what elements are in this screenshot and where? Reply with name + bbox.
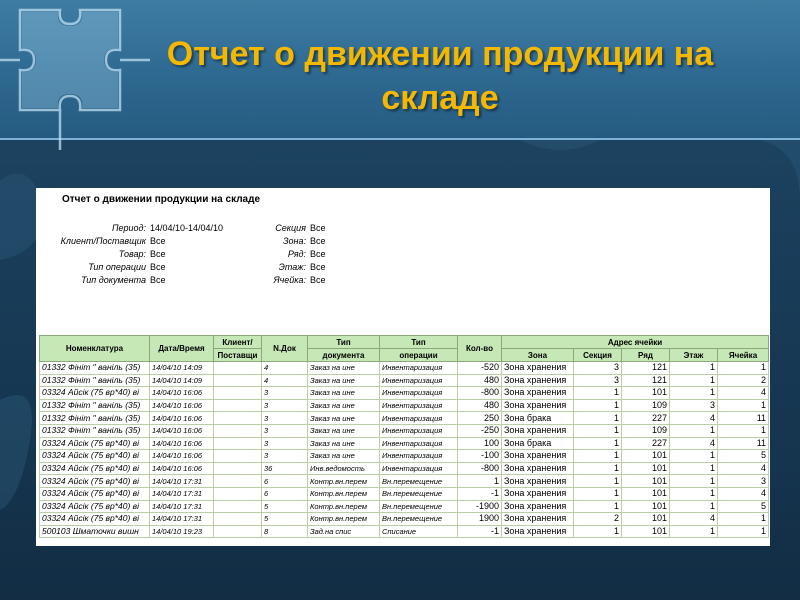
param-period bbox=[46, 222, 223, 235]
cell-row: 101 bbox=[622, 487, 670, 500]
cell-doctype: Контр.вн.перем bbox=[308, 487, 380, 500]
param-section bbox=[246, 222, 326, 235]
col-header-nomenclature: Номенклатура bbox=[40, 336, 150, 362]
cell-nomenclature: 03324 Айсік (75 вр*40) ві bbox=[40, 462, 150, 475]
cell-optype: Вн.перемещение bbox=[380, 487, 458, 500]
cell-zone: Зона хранения bbox=[502, 462, 574, 475]
cell-datetime: 14/04/10 16:06 bbox=[150, 450, 214, 463]
cell-floor: 1 bbox=[670, 500, 718, 513]
cell-zone: Зона брака bbox=[502, 412, 574, 425]
cell-qty: -100 bbox=[458, 450, 502, 463]
cell-nomenclature: 03324 Айсік (75 вр*40) ві bbox=[40, 513, 150, 526]
cell-row: 109 bbox=[622, 424, 670, 437]
cell-zone: Зона хранения bbox=[502, 362, 574, 375]
cell-doctype: Заказ на ине bbox=[308, 450, 380, 463]
cell-optype: Инвентаризация bbox=[380, 424, 458, 437]
cell-nomenclature: 03324 Айсік (75 вр*40) ві bbox=[40, 437, 150, 450]
cell-doctype: Инв.ведомость bbox=[308, 462, 380, 475]
cell-ndoc: 3 bbox=[262, 399, 308, 412]
cell-nomenclature: 500103 Шматочки вишн bbox=[40, 525, 150, 538]
cell-floor: 4 bbox=[670, 412, 718, 425]
cell-nomenclature: 03324 Айсік (75 вр*40) ві bbox=[40, 487, 150, 500]
cell-ndoc: 5 bbox=[262, 513, 308, 526]
cell-section: 1 bbox=[574, 462, 622, 475]
cell-optype: Вн.перемещение bbox=[380, 513, 458, 526]
col-header-address: Адрес ячейки bbox=[502, 336, 769, 349]
cell-section: 1 bbox=[574, 412, 622, 425]
cell-client bbox=[214, 437, 262, 450]
col-header-ndoc: N.Док bbox=[262, 336, 308, 362]
param-label: Ряд: bbox=[287, 249, 306, 259]
cell-qty: 1900 bbox=[458, 513, 502, 526]
cell-nomenclature: 01332 Фініт " ваніль (35) bbox=[40, 412, 150, 425]
cell-optype: Вн.перемещение bbox=[380, 500, 458, 513]
param-value: Все bbox=[310, 275, 326, 285]
cell-nomenclature: 03324 Айсік (75 вр*40) ві bbox=[40, 475, 150, 488]
cell-nomenclature: 01332 Фініт " ваніль (35) bbox=[40, 399, 150, 412]
cell-client bbox=[214, 399, 262, 412]
param-label: Этаж: bbox=[278, 262, 306, 272]
cell-cell: 3 bbox=[718, 475, 769, 488]
cell-zone: Зона хранения bbox=[502, 399, 574, 412]
col-header-client-2: Поставщи bbox=[214, 349, 262, 362]
cell-optype: Инвентаризация bbox=[380, 450, 458, 463]
cell-floor: 1 bbox=[670, 462, 718, 475]
cell-qty: -520 bbox=[458, 362, 502, 375]
cell-qty: 250 bbox=[458, 412, 502, 425]
col-header-optype-1: Тип bbox=[380, 336, 458, 349]
cell-optype: Инвентаризация bbox=[380, 387, 458, 400]
cell-client bbox=[214, 462, 262, 475]
param-operation-type bbox=[46, 261, 223, 274]
table-row bbox=[40, 374, 769, 387]
cell-client bbox=[214, 362, 262, 375]
param-label: Тип документа bbox=[81, 275, 146, 285]
cell-ndoc: 5 bbox=[262, 500, 308, 513]
param-value: Все bbox=[310, 249, 326, 259]
cell-cell: 1 bbox=[718, 362, 769, 375]
table-row bbox=[40, 387, 769, 400]
cell-cell: 1 bbox=[718, 399, 769, 412]
movement-table bbox=[39, 335, 769, 538]
cell-floor: 1 bbox=[670, 424, 718, 437]
cell-section: 3 bbox=[574, 362, 622, 375]
cell-qty: -800 bbox=[458, 462, 502, 475]
col-header-floor: Этаж bbox=[670, 349, 718, 362]
cell-floor: 1 bbox=[670, 487, 718, 500]
cell-cell: 1 bbox=[718, 513, 769, 526]
cell-floor: 1 bbox=[670, 374, 718, 387]
param-zone bbox=[246, 235, 326, 248]
cell-row: 227 bbox=[622, 437, 670, 450]
cell-optype: Инвентаризация bbox=[380, 412, 458, 425]
cell-ndoc: 6 bbox=[262, 487, 308, 500]
cell-row: 227 bbox=[622, 412, 670, 425]
cell-optype: Инвентаризация bbox=[380, 362, 458, 375]
cell-doctype: Заказ на ине bbox=[308, 399, 380, 412]
cell-row: 101 bbox=[622, 525, 670, 538]
cell-nomenclature: 01332 Фініт " ваніль (35) bbox=[40, 424, 150, 437]
table-row bbox=[40, 362, 769, 375]
cell-ndoc: 8 bbox=[262, 525, 308, 538]
cell-floor: 4 bbox=[670, 513, 718, 526]
cell-qty: 480 bbox=[458, 399, 502, 412]
cell-section: 1 bbox=[574, 399, 622, 412]
cell-zone: Зона хранения bbox=[502, 450, 574, 463]
cell-zone: Зона хранения bbox=[502, 475, 574, 488]
cell-qty: 100 bbox=[458, 437, 502, 450]
cell-cell: 4 bbox=[718, 462, 769, 475]
cell-optype: Инвентаризация bbox=[380, 399, 458, 412]
cell-ndoc: 3 bbox=[262, 424, 308, 437]
cell-client bbox=[214, 500, 262, 513]
col-header-cell: Ячейка bbox=[718, 349, 769, 362]
cell-zone: Зона хранения bbox=[502, 500, 574, 513]
cell-row: 109 bbox=[622, 399, 670, 412]
cell-row: 121 bbox=[622, 362, 670, 375]
param-label: Зона: bbox=[283, 236, 306, 246]
cell-cell: 5 bbox=[718, 500, 769, 513]
cell-zone: Зона хранения bbox=[502, 513, 574, 526]
cell-datetime: 14/04/10 16:06 bbox=[150, 387, 214, 400]
cell-floor: 1 bbox=[670, 387, 718, 400]
cell-row: 101 bbox=[622, 450, 670, 463]
cell-ndoc: 3 bbox=[262, 412, 308, 425]
param-client bbox=[46, 235, 223, 248]
cell-row: 101 bbox=[622, 475, 670, 488]
cell-qty: 1 bbox=[458, 475, 502, 488]
table-row bbox=[40, 437, 769, 450]
cell-cell: 5 bbox=[718, 450, 769, 463]
cell-row: 101 bbox=[622, 513, 670, 526]
cell-client bbox=[214, 525, 262, 538]
param-label: Секция bbox=[275, 223, 306, 233]
cell-datetime: 14/04/10 16:06 bbox=[150, 424, 214, 437]
cell-nomenclature: 01332 Фініт " ваніль (35) bbox=[40, 362, 150, 375]
cell-floor: 3 bbox=[670, 399, 718, 412]
cell-zone: Зона хранения bbox=[502, 487, 574, 500]
col-header-section: Секция bbox=[574, 349, 622, 362]
table-row bbox=[40, 462, 769, 475]
report-title: Отчет о движении продукции на складе bbox=[62, 194, 261, 205]
cell-doctype: Заказ на ине bbox=[308, 424, 380, 437]
cell-doctype: Заказ на ине bbox=[308, 387, 380, 400]
report-params-right bbox=[246, 222, 326, 287]
param-value: Все bbox=[150, 275, 166, 285]
table-row bbox=[40, 450, 769, 463]
cell-ndoc: 6 bbox=[262, 475, 308, 488]
cell-datetime: 14/04/10 16:06 bbox=[150, 399, 214, 412]
cell-qty: -1900 bbox=[458, 500, 502, 513]
param-value: Все bbox=[150, 249, 166, 259]
cell-client bbox=[214, 450, 262, 463]
param-document-type bbox=[46, 274, 223, 287]
cell-floor: 1 bbox=[670, 525, 718, 538]
table-row bbox=[40, 475, 769, 488]
param-label: Товар: bbox=[118, 249, 146, 259]
cell-nomenclature: 01332 Фініт " ваніль (35) bbox=[40, 374, 150, 387]
table-row bbox=[40, 513, 769, 526]
param-label: Ячейка: bbox=[273, 275, 306, 285]
cell-qty: -1 bbox=[458, 525, 502, 538]
cell-floor: 1 bbox=[670, 475, 718, 488]
param-cell bbox=[246, 274, 326, 287]
cell-datetime: 14/04/10 17:31 bbox=[150, 500, 214, 513]
cell-zone: Зона хранения bbox=[502, 374, 574, 387]
slide-title-line-1: Отчет о движении продукции на bbox=[166, 35, 714, 73]
cell-doctype: Контр.вн.перем bbox=[308, 475, 380, 488]
col-header-doctype-1: Тип bbox=[308, 336, 380, 349]
table-row bbox=[40, 525, 769, 538]
cell-optype: Инвентаризация bbox=[380, 437, 458, 450]
cell-datetime: 14/04/10 14:09 bbox=[150, 374, 214, 387]
cell-cell: 1 bbox=[718, 525, 769, 538]
col-header-datetime: Дата/Время bbox=[150, 336, 214, 362]
cell-section: 1 bbox=[574, 450, 622, 463]
cell-qty: -800 bbox=[458, 387, 502, 400]
param-row bbox=[246, 248, 326, 261]
cell-cell: 2 bbox=[718, 374, 769, 387]
cell-optype: Инвентаризация bbox=[380, 374, 458, 387]
report-params-left bbox=[46, 222, 223, 287]
param-value: Все bbox=[150, 236, 166, 246]
cell-doctype: Заказ на ине bbox=[308, 412, 380, 425]
cell-cell: 11 bbox=[718, 437, 769, 450]
table-row bbox=[40, 424, 769, 437]
cell-ndoc: 3 bbox=[262, 437, 308, 450]
cell-floor: 1 bbox=[670, 362, 718, 375]
col-header-qty: Кол-во bbox=[458, 336, 502, 362]
param-label: Период: bbox=[111, 223, 146, 233]
cell-section: 1 bbox=[574, 437, 622, 450]
cell-zone: Зона хранения bbox=[502, 387, 574, 400]
param-value: Все bbox=[310, 223, 326, 233]
cell-client bbox=[214, 513, 262, 526]
table-row bbox=[40, 487, 769, 500]
cell-row: 121 bbox=[622, 374, 670, 387]
cell-datetime: 14/04/10 14:09 bbox=[150, 362, 214, 375]
cell-datetime: 14/04/10 17:31 bbox=[150, 475, 214, 488]
cell-datetime: 14/04/10 17:31 bbox=[150, 513, 214, 526]
cell-zone: Зона брака bbox=[502, 437, 574, 450]
table-row bbox=[40, 412, 769, 425]
cell-client bbox=[214, 387, 262, 400]
param-value: Все bbox=[310, 236, 326, 246]
cell-section: 2 bbox=[574, 513, 622, 526]
col-header-row: Ряд bbox=[622, 349, 670, 362]
col-header-zone: Зона bbox=[502, 349, 574, 362]
cell-floor: 4 bbox=[670, 437, 718, 450]
cell-qty: -250 bbox=[458, 424, 502, 437]
cell-doctype: Заказ на ине bbox=[308, 374, 380, 387]
cell-doctype: Заказ на ине bbox=[308, 437, 380, 450]
cell-qty: 480 bbox=[458, 374, 502, 387]
cell-client bbox=[214, 487, 262, 500]
cell-section: 3 bbox=[574, 374, 622, 387]
cell-nomenclature: 03324 Айсік (75 вр*40) ві bbox=[40, 450, 150, 463]
col-header-optype-2: операции bbox=[380, 349, 458, 362]
cell-optype: Инвентаризация bbox=[380, 462, 458, 475]
param-value: Все bbox=[150, 262, 166, 272]
cell-section: 1 bbox=[574, 487, 622, 500]
cell-nomenclature: 03324 Айсік (75 вр*40) ві bbox=[40, 500, 150, 513]
cell-cell: 11 bbox=[718, 412, 769, 425]
cell-client bbox=[214, 424, 262, 437]
cell-row: 101 bbox=[622, 387, 670, 400]
cell-ndoc: 36 bbox=[262, 462, 308, 475]
cell-section: 1 bbox=[574, 475, 622, 488]
cell-cell: 4 bbox=[718, 387, 769, 400]
cell-section: 1 bbox=[574, 424, 622, 437]
param-value: 14/04/10-14/04/10 bbox=[150, 223, 224, 233]
cell-zone: Зона хранения bbox=[502, 525, 574, 538]
cell-datetime: 14/04/10 16:06 bbox=[150, 412, 214, 425]
cell-client bbox=[214, 412, 262, 425]
cell-optype: Вн.перемещение bbox=[380, 475, 458, 488]
cell-client bbox=[214, 374, 262, 387]
table-row bbox=[40, 399, 769, 412]
table-row bbox=[40, 500, 769, 513]
cell-datetime: 14/04/10 16:06 bbox=[150, 437, 214, 450]
cell-nomenclature: 03324 Айсік (75 вр*40) ві bbox=[40, 387, 150, 400]
col-header-doctype-2: документа bbox=[308, 349, 380, 362]
cell-cell: 4 bbox=[718, 487, 769, 500]
cell-datetime: 14/04/10 17:31 bbox=[150, 487, 214, 500]
cell-doctype: Зад.на спис bbox=[308, 525, 380, 538]
cell-doctype: Контр.вн.перем bbox=[308, 513, 380, 526]
param-label: Клиент/Поставщик bbox=[60, 236, 146, 246]
cell-client bbox=[214, 475, 262, 488]
col-header-client-1: Клиент/ bbox=[214, 336, 262, 349]
cell-ndoc: 3 bbox=[262, 450, 308, 463]
cell-section: 1 bbox=[574, 525, 622, 538]
cell-ndoc: 4 bbox=[262, 374, 308, 387]
report-sheet bbox=[36, 188, 770, 546]
cell-cell: 1 bbox=[718, 424, 769, 437]
cell-floor: 1 bbox=[670, 450, 718, 463]
cell-row: 101 bbox=[622, 500, 670, 513]
cell-row: 101 bbox=[622, 462, 670, 475]
cell-optype: Списание bbox=[380, 525, 458, 538]
cell-ndoc: 3 bbox=[262, 387, 308, 400]
param-value: Все bbox=[310, 262, 326, 272]
cell-datetime: 14/04/10 19:23 bbox=[150, 525, 214, 538]
cell-qty: -1 bbox=[458, 487, 502, 500]
param-floor bbox=[246, 261, 326, 274]
cell-zone: Зона хранения bbox=[502, 424, 574, 437]
cell-ndoc: 4 bbox=[262, 362, 308, 375]
param-product bbox=[46, 248, 223, 261]
param-label: Тип операции bbox=[88, 262, 146, 272]
slide-title-line-2: складе bbox=[381, 79, 499, 117]
cell-doctype: Заказ на ине bbox=[308, 362, 380, 375]
cell-datetime: 14/04/10 16:06 bbox=[150, 462, 214, 475]
slide-title bbox=[100, 32, 780, 120]
cell-section: 1 bbox=[574, 387, 622, 400]
cell-doctype: Контр.вн.перем bbox=[308, 500, 380, 513]
table-header-row bbox=[40, 336, 769, 349]
cell-section: 1 bbox=[574, 500, 622, 513]
